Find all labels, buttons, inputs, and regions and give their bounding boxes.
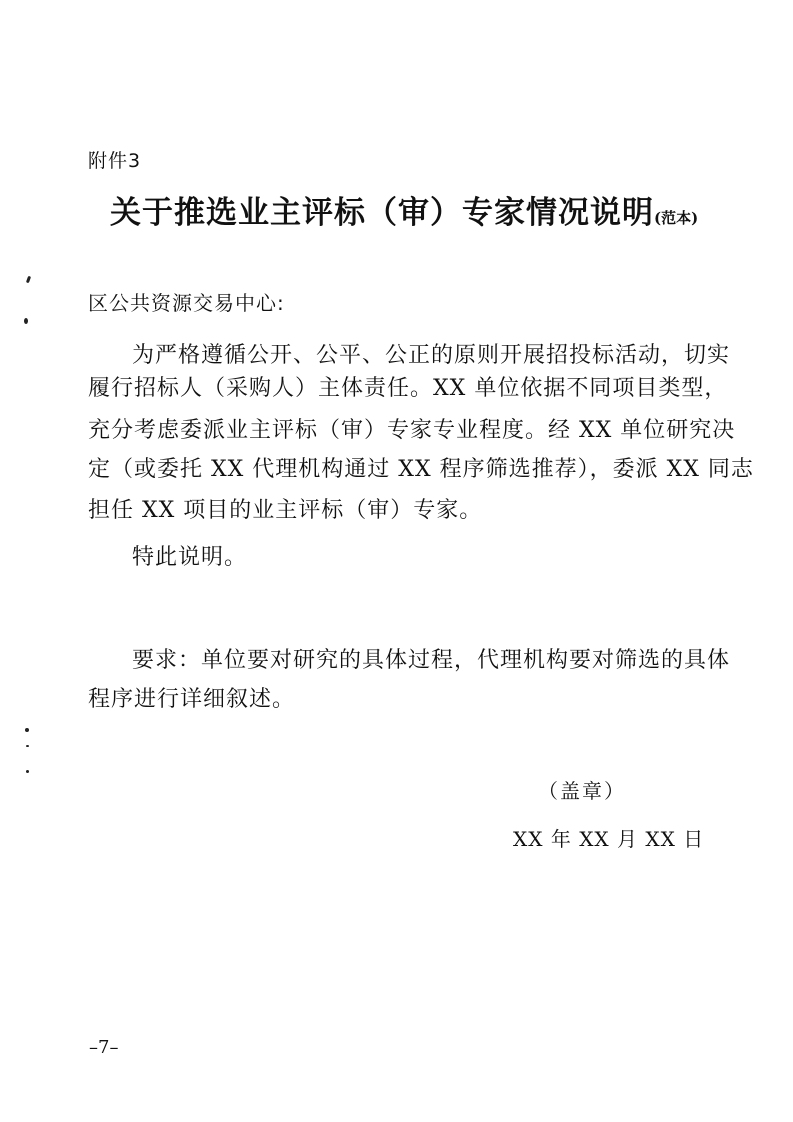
requirement-line-2: 程序进行详细叙述。	[88, 687, 296, 712]
body-line-2: 履行招标人（采购人）主体责任。XX 单位依据不同项目类型，	[88, 376, 728, 401]
title-note: (范本)	[654, 209, 699, 227]
page-number: –7–	[89, 1037, 119, 1058]
body-line-1: 为严格遵循公开、公平、公正的原则开展招投标活动，切实	[132, 343, 731, 368]
scan-speck	[25, 728, 29, 732]
signature-date: XX 年 XX 月 XX 日	[513, 827, 705, 851]
requirement-line-1: 要求：单位要对研究的具体过程，代理机构要对筛选的具体	[132, 648, 731, 673]
body-line-3: 充分考虑委派业主评标（审）专家专业程度。经 XX 单位研究决	[88, 418, 736, 443]
seal-label: （盖章）	[538, 779, 626, 803]
scan-speck	[26, 745, 29, 747]
closing-statement: 特此说明。	[132, 545, 248, 570]
attachment-label: 附件3	[88, 150, 142, 172]
scan-speck	[24, 318, 28, 324]
body-line-4: 定（或委托 XX 代理机构通过 XX 程序筛选推荐），委派 XX 同志	[88, 457, 754, 482]
scan-speck	[26, 770, 29, 773]
title-main: 关于推选业主评标（审）专家情况说明	[110, 195, 654, 231]
body-line-5: 担任 XX 项目的业主评标（审）专家。	[88, 498, 483, 523]
document-title	[110, 187, 698, 232]
scan-speck	[26, 276, 31, 284]
addressee: 区公共资源交易中心:	[88, 291, 285, 315]
